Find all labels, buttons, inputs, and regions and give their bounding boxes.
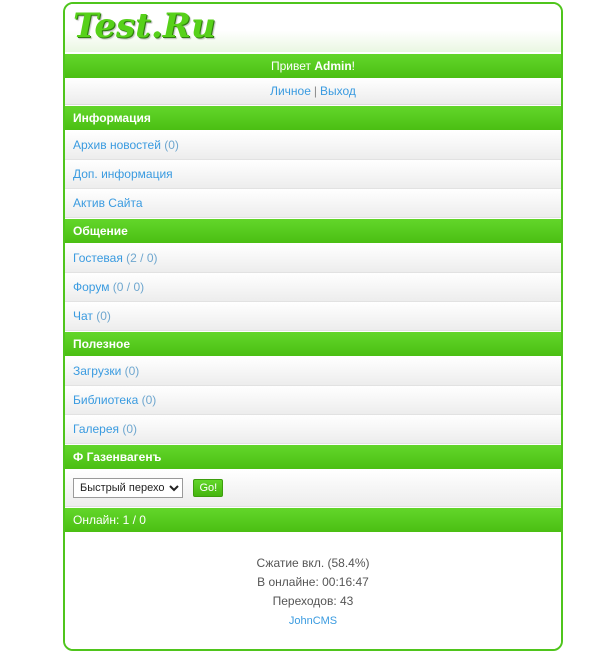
footer-transitions: Переходов: 43	[272, 594, 354, 608]
site-logo: Test.Ru	[73, 6, 216, 46]
guestbook-count: (2 / 0)	[126, 251, 158, 265]
link-guestbook[interactable]: Гостевая	[73, 251, 123, 265]
link-additional-info[interactable]: Доп. информация	[73, 167, 173, 181]
link-logout[interactable]: Выход	[320, 84, 356, 98]
footer-time-online: В онлайне: 00:16:47	[257, 575, 369, 589]
category-header-communication: Общение	[65, 218, 561, 244]
greeting-prefix: Привет	[270, 59, 315, 73]
category-header-extra: Ф Газенвагенъ	[65, 444, 561, 470]
link-personal[interactable]: Личное	[270, 84, 311, 98]
gallery-count: (0)	[122, 422, 138, 436]
list-item[interactable]	[65, 160, 561, 189]
list-item[interactable]	[65, 357, 561, 386]
list-item[interactable]	[65, 189, 561, 218]
downloads-count: (0)	[124, 364, 140, 378]
list-item[interactable]	[65, 302, 561, 331]
footer-spacer	[65, 641, 561, 649]
category-header-information: Информация	[65, 105, 561, 131]
online-status-bar: Онлайн: 1 / 0	[65, 507, 561, 532]
link-site-activity[interactable]: Актив Сайта	[73, 196, 143, 210]
forum-count: (0 / 0)	[112, 280, 145, 294]
site-header	[65, 4, 561, 53]
list-item[interactable]	[65, 244, 561, 273]
list-item[interactable]	[65, 415, 561, 444]
site-footer	[65, 532, 561, 641]
greeting-suffix: !	[351, 59, 356, 73]
greeting-username: Admin	[314, 59, 352, 73]
user-links-bar	[65, 78, 561, 105]
go-button[interactable]: Go!	[193, 479, 223, 497]
library-count: (0)	[141, 393, 157, 407]
quick-jump-select[interactable]	[73, 478, 183, 498]
link-gallery[interactable]: Галерея	[73, 422, 120, 436]
link-forum[interactable]: Форум	[73, 280, 110, 294]
site-container	[63, 2, 563, 651]
footer-compression: Сжатие вкл. (58.4%)	[256, 556, 370, 570]
category-header-useful: Полезное	[65, 331, 561, 357]
list-item[interactable]	[65, 386, 561, 415]
footer-cms-link[interactable]: JohnCMS	[288, 615, 338, 627]
greeting-bar	[65, 53, 561, 78]
list-item[interactable]	[65, 273, 561, 302]
list-item[interactable]	[65, 131, 561, 160]
link-library[interactable]: Библиотека	[73, 393, 139, 407]
quick-jump-row	[65, 470, 561, 507]
link-news-archive[interactable]: Архив новостей	[73, 138, 161, 152]
nav-separator: |	[313, 84, 318, 98]
chat-count: (0)	[96, 309, 111, 323]
news-archive-count: (0)	[164, 138, 179, 152]
link-chat[interactable]: Чат	[73, 309, 93, 323]
link-downloads[interactable]: Загрузки	[73, 364, 122, 378]
